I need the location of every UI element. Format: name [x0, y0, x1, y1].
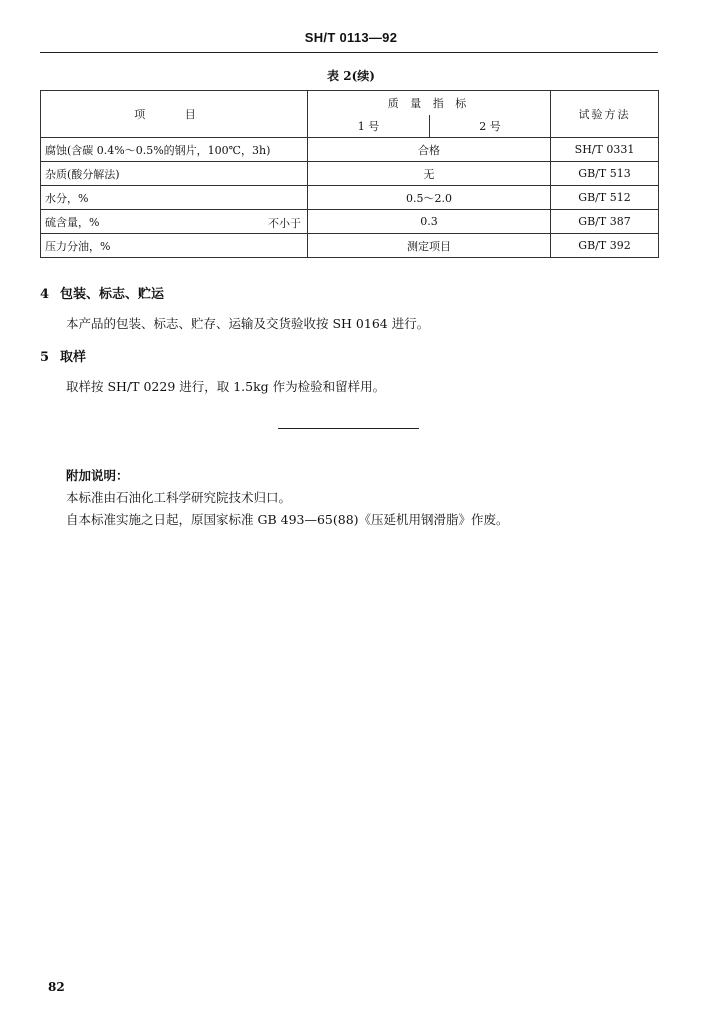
table-row: [41, 210, 659, 234]
section-title: 包装、标志、贮运: [60, 287, 165, 302]
table-caption: 表 2(续): [327, 69, 375, 83]
table-head-test-method: 试验方法: [551, 91, 659, 138]
section-body-sampling: 取样按 SH/T 0229 进行，取 1.5kg 作为检验和留样用。: [66, 379, 386, 394]
page-number: 82: [48, 980, 65, 994]
table-cell-item-with-note: [41, 210, 308, 234]
table-row: [41, 186, 659, 210]
table-row: [41, 162, 659, 186]
table-head-grade-1: 1 号: [308, 115, 430, 138]
table-cell-method: GB/T 392: [551, 234, 659, 258]
table-cell-method: GB/T 512: [551, 186, 659, 210]
table-cell-item: 杂质(酸分解法): [41, 162, 308, 186]
additional-note-line: 本标准由石油化工科学研究院技术归口。: [66, 490, 292, 505]
end-of-standard-rule: [278, 428, 419, 429]
table-cell-value: 无: [308, 162, 551, 186]
table-cell-item-label: 硫含量，%: [45, 215, 100, 229]
section-number: 5: [40, 350, 50, 365]
additional-note-line: 自本标准实施之日起，原国家标准 GB 493—65(88)《压延机用钢滑脂》作废。: [66, 512, 509, 527]
table-row: [41, 234, 659, 258]
table-head-item: 项 目: [41, 91, 308, 138]
section-heading-packaging: [40, 283, 164, 302]
table-cell-value: 0.3: [308, 210, 551, 234]
table-cell-method: GB/T 387: [551, 210, 659, 234]
section-number: 4: [40, 287, 50, 302]
table-head-grade-2: 2 号: [430, 115, 551, 138]
table-head-quality-index: 质 量 指 标: [308, 91, 551, 116]
table-cell-item: 腐蚀(含碳 0.4%～0.5%的钢片，100℃，3h): [41, 138, 308, 162]
table-cell-method: SH/T 0331: [551, 138, 659, 162]
additional-notes-title: 附加说明：: [66, 468, 129, 483]
section-body-packaging: 本产品的包装、标志、贮存、运输及交货验收按 SH 0164 进行。: [66, 316, 430, 331]
header-rule: [40, 52, 658, 53]
table-cell-item: 压力分油，%: [41, 234, 308, 258]
page-header-standard-code: SH/T 0113—92: [304, 30, 398, 45]
section-heading-sampling: [40, 346, 86, 365]
table-cell-limit-note: 不小于: [268, 217, 301, 230]
table-cell-method: GB/T 513: [551, 162, 659, 186]
table-cell-value: 0.5～2.0: [308, 186, 551, 210]
table-cell-value: 合格: [308, 138, 551, 162]
table-cell-value: 测定项目: [308, 234, 551, 258]
table-row: [41, 138, 659, 162]
table-cell-item: 水分，%: [41, 186, 308, 210]
section-title: 取样: [60, 350, 87, 365]
quality-spec-table: [40, 90, 659, 258]
